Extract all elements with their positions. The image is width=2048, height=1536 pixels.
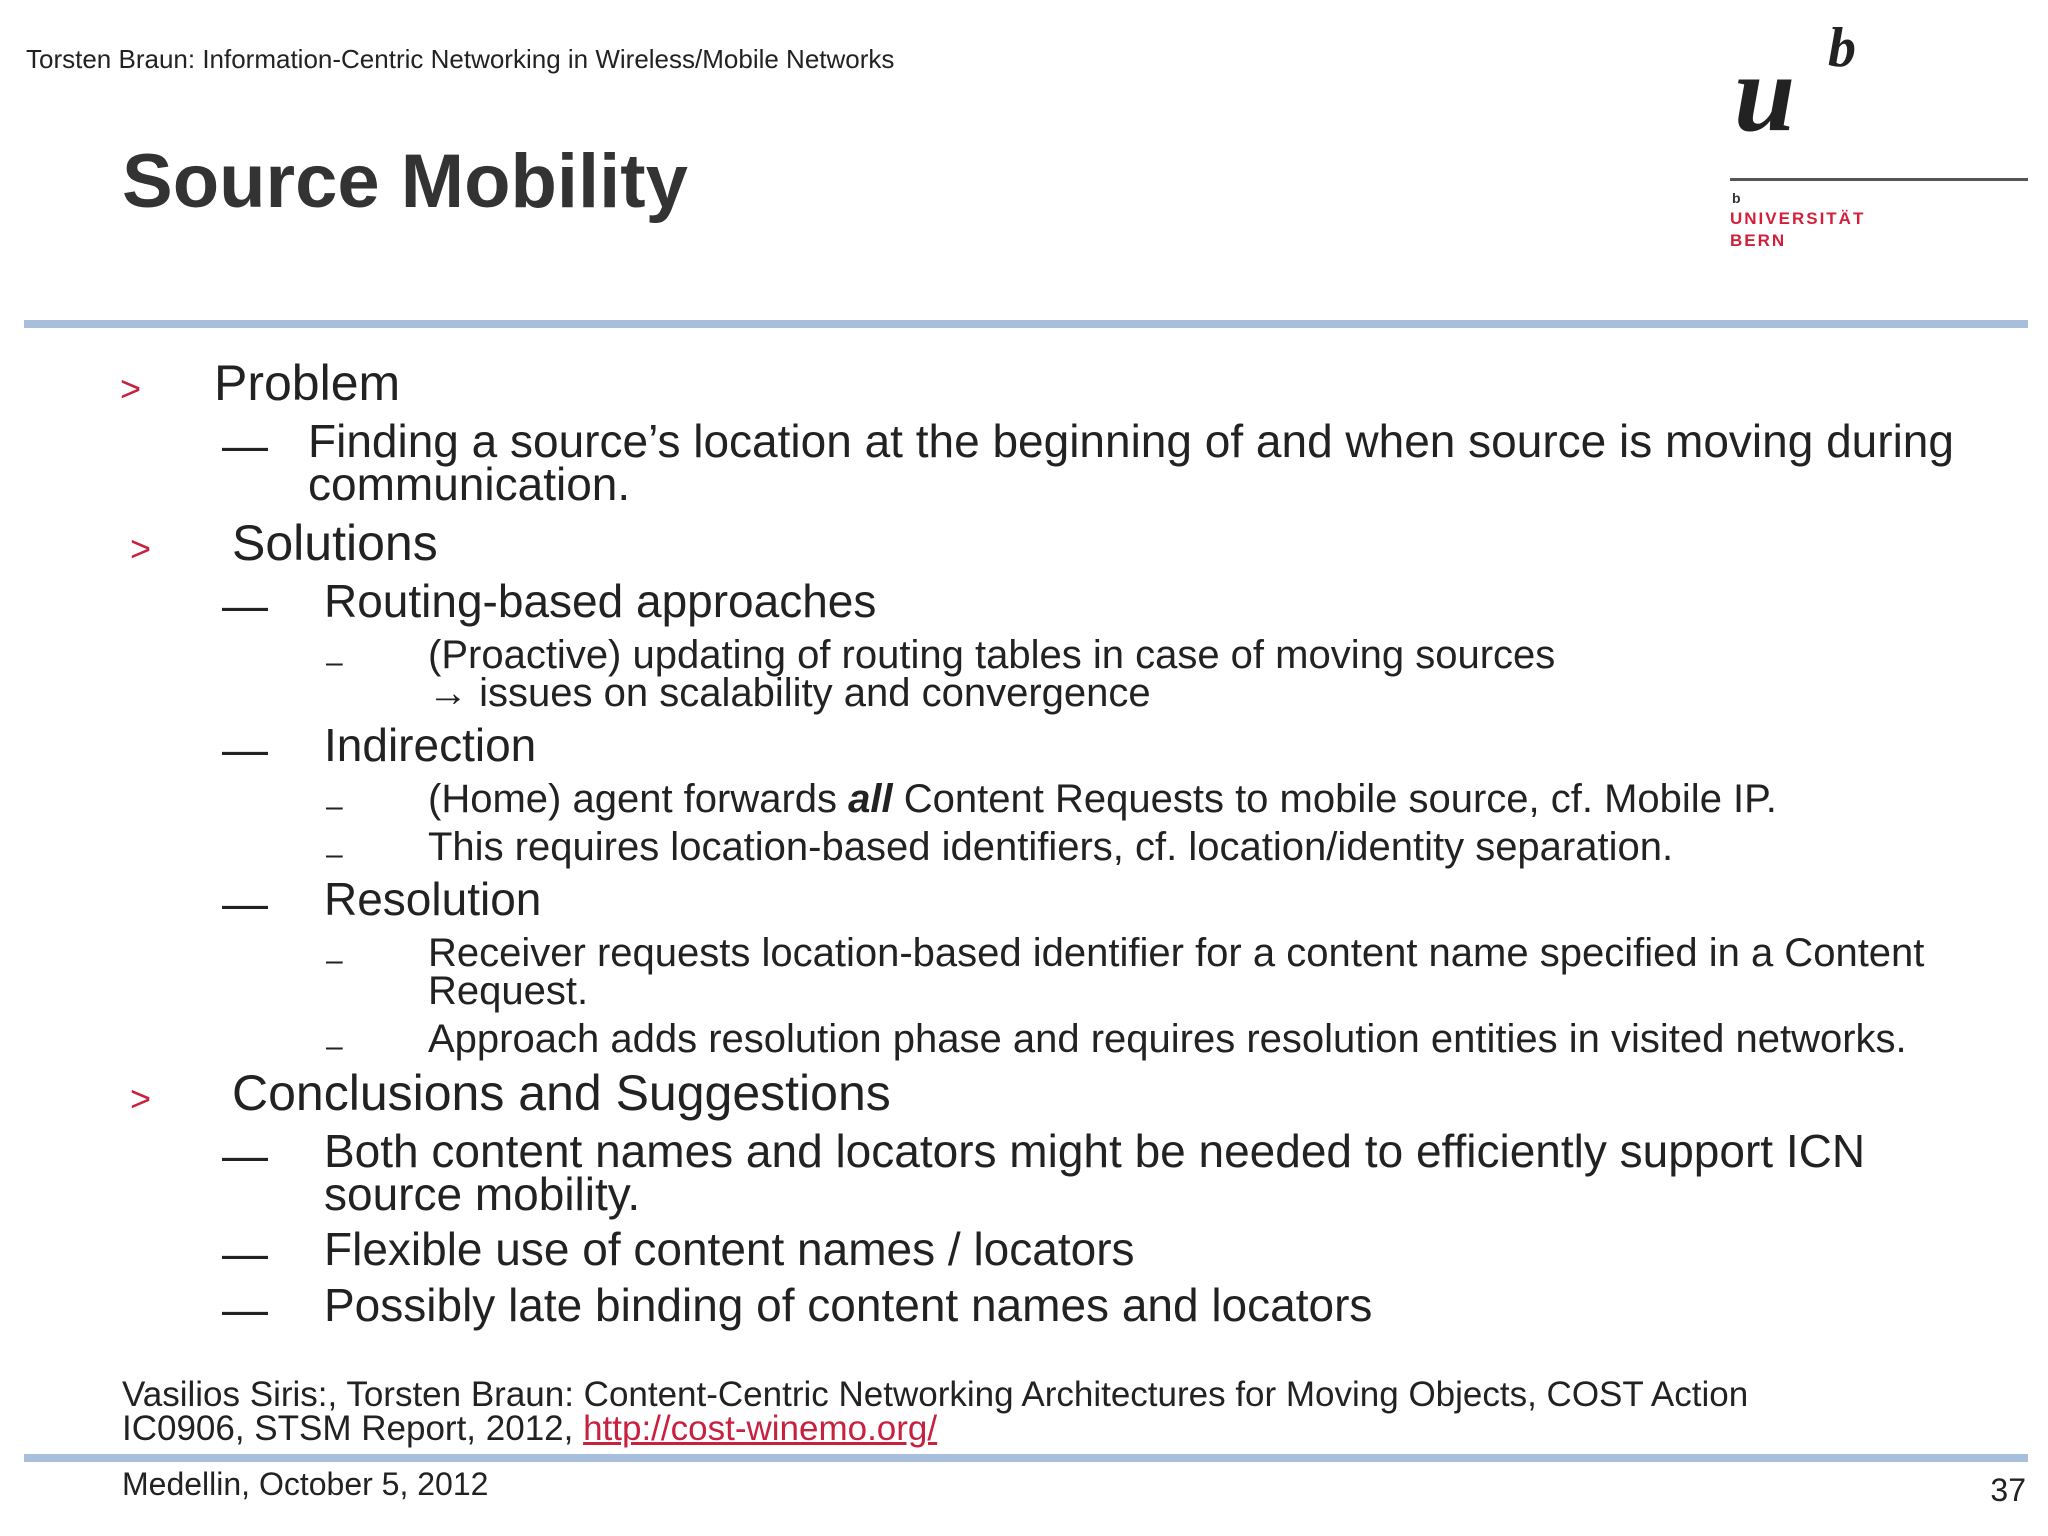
reference: [122, 1375, 1749, 1448]
routing-sub1-line2: → issues on scalability and convergence: [428, 671, 1151, 715]
indirection-sub1-emphasis: all: [848, 777, 893, 821]
dash-marker: —: [222, 1129, 268, 1181]
indirection-sub1-pre: (Home) agent forwards: [428, 777, 849, 821]
resolution-sub2: Approach adds resolution phase and requires resolution entities in visited networks.: [428, 1017, 1907, 1061]
dash-marker: —: [222, 1227, 268, 1279]
section-conclusions: Conclusions and Suggestions: [232, 1065, 891, 1121]
conclusions-item1-line2: source mobility.: [324, 1168, 641, 1220]
resolution-label: Resolution: [324, 873, 542, 925]
logo-line-universitat: UNIVERSITÄT: [1730, 209, 1866, 228]
indirection-sub2: This requires location-based identifiers, cf. location/identity separation.: [428, 825, 1674, 869]
subdash-marker: –: [326, 838, 343, 871]
logo-line-bern: BERN: [1730, 231, 1787, 250]
university-logo: [1730, 18, 2030, 258]
subdash-marker: –: [326, 944, 343, 977]
routing-sub1: [428, 633, 1556, 715]
subdash-marker: –: [326, 790, 343, 823]
dash-marker: —: [222, 723, 268, 775]
footer-location-date: Medellin, October 5, 2012: [122, 1466, 489, 1502]
dash-marker: —: [222, 1283, 268, 1335]
problem-item-line1: Finding a source’s location at the beginning of and when source is moving during: [308, 415, 1954, 467]
conclusions-item2: Flexible use of content names / locators: [324, 1223, 1135, 1275]
logo-u: u: [1734, 32, 1796, 154]
reference-link[interactable]: http://cost-winemo.org/: [583, 1409, 938, 1448]
indirection-label: Indirection: [324, 719, 537, 771]
problem-item: [308, 415, 1954, 510]
logo-divider: [1730, 178, 2028, 181]
footer-rule: [24, 1454, 2028, 1462]
logo-small-b: b: [1732, 190, 1741, 206]
reference-line1: Vasilios Siris:, Torsten Braun: Content-Centric Networking Architectures for Moving Objects, COST Action: [122, 1375, 1749, 1414]
bullet-icon: >: [130, 1078, 152, 1119]
resolution-sub1-line2: Request.: [428, 969, 589, 1013]
subdash-marker: –: [326, 1030, 343, 1063]
header-rule: [24, 320, 2028, 328]
routing-label: Routing-based approaches: [324, 575, 877, 627]
subdash-marker: –: [326, 646, 343, 679]
conclusions-item3: Possibly late binding of content names and locators: [324, 1279, 1373, 1331]
dash-marker: —: [222, 419, 268, 471]
bullet-icon: >: [120, 368, 142, 409]
routing-sub1-line1: (Proactive) updating of routing tables in case of moving sources: [428, 633, 1556, 677]
resolution-sub1: [428, 931, 1925, 1013]
section-solutions: Solutions: [232, 515, 438, 571]
dash-marker: —: [222, 877, 268, 929]
reference-line2: IC0906, STSM Report, 2012,: [122, 1409, 584, 1448]
indirection-sub1: [428, 777, 1777, 821]
conclusions-item1: [324, 1125, 1866, 1220]
indirection-sub1-post: Content Requests to mobile source, cf. Mobile IP.: [892, 777, 1777, 821]
resolution-sub1-line1: Receiver requests location-based identifier for a content name specified in a Content: [428, 931, 1925, 975]
problem-item-line2: communication.: [308, 458, 631, 510]
running-title: Torsten Braun: Information-Centric Networking in Wireless/Mobile Networks: [26, 44, 895, 74]
section-problem: Problem: [214, 355, 401, 411]
bullet-icon: >: [130, 528, 152, 569]
logo-wordmark: [1730, 208, 1865, 252]
dash-marker: —: [222, 579, 268, 631]
page-number: 37: [1990, 1472, 2026, 1508]
logo-b: b: [1828, 17, 1856, 79]
slide-title: Source Mobility: [122, 139, 688, 224]
conclusions-item1-line1: Both content names and locators might be needed to efficiently support ICN: [324, 1125, 1866, 1177]
